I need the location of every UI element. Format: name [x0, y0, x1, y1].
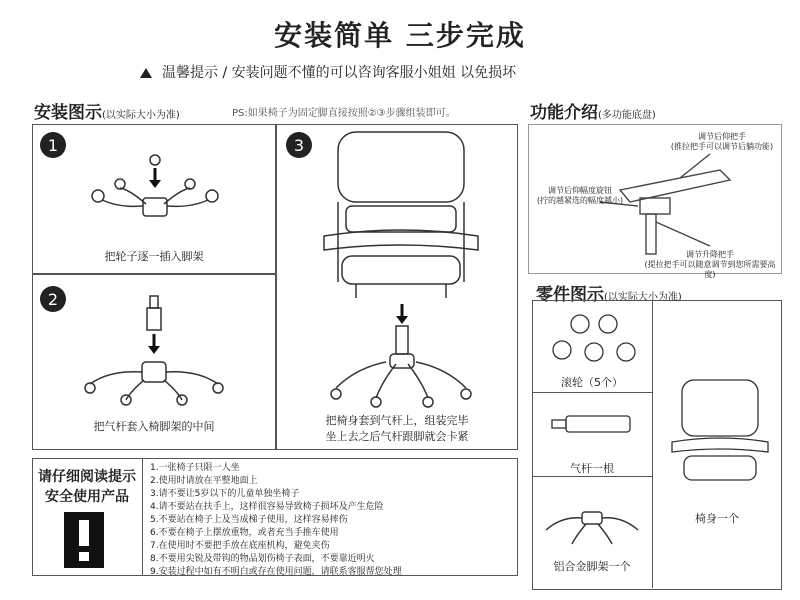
- function-label-recline-handle: [664, 132, 780, 152]
- notice-item: 6.不要在椅子上摆放重物，或者充当手推车使用: [150, 528, 339, 538]
- step-3-chair-drawing: [316, 132, 486, 412]
- step-2-gas-lift-drawing: [80, 296, 230, 406]
- function-heading-text: 功能介绍: [530, 103, 598, 123]
- parts-divider: [532, 476, 652, 477]
- tip-line: [140, 62, 516, 82]
- base-drawing: [540, 500, 644, 550]
- step-2-number: 2: [40, 286, 66, 312]
- function-label-line: (拧的越紧选的幅度越小): [536, 196, 624, 205]
- notice-item: 9.安装过程中如有不明白或存在使用问题，请联系客服帮您处理: [150, 567, 402, 577]
- wheels-label: 滚轮（5个）: [561, 376, 623, 389]
- install-ps-note: PS:如果椅子为固定脚直接按照②③步骤组装即可。: [232, 108, 456, 119]
- function-heading-note: (多功能底盘): [598, 110, 656, 121]
- install-heading-text: 安装图示: [34, 103, 102, 123]
- step-1-number: 1: [40, 132, 66, 158]
- step-1-wheel-base-drawing: [80, 150, 230, 230]
- gas-lift-label: 气杆一根: [570, 462, 614, 475]
- notice-item: 2.使用时请放在平整地面上: [150, 476, 258, 486]
- function-label-tension-knob: [530, 186, 630, 206]
- function-label-line: 调节后仰把手: [698, 132, 746, 141]
- notice-item: 3.请不要让5岁以下的儿童单独坐椅子: [150, 489, 300, 499]
- notice-item: 5.不要站在椅子上及当成梯子使用，这样容易摔伤: [150, 515, 348, 525]
- step-3-caption-line-2: 坐上去之后气杆跟脚就会卡紧: [325, 430, 469, 443]
- gas-lift-drawing: [550, 410, 640, 440]
- tip-text: 温馨提示 / 安装问题不懂的可以咨询客服小姐姐 以免损坏: [162, 65, 517, 81]
- function-heading: [530, 98, 656, 123]
- function-label-line: (提拉把手可以随意调节到您所需要高度): [644, 260, 776, 279]
- parts-heading-text: 零件图示: [536, 285, 604, 305]
- function-label-line: 调节后仰幅度旋钮: [548, 186, 612, 195]
- seat-label: 椅身一个: [695, 512, 739, 525]
- install-heading-note: (以实际大小为准): [102, 110, 180, 121]
- notice-heading-2: 安全使用产品: [45, 489, 129, 505]
- notice-item: 1.一张椅子只限一人坐: [150, 463, 240, 473]
- function-label-line: 调节升降把手: [686, 250, 734, 259]
- step-2-caption: 把气杆套入椅脚架的中间: [93, 420, 215, 433]
- parts-heading-note: (以实际大小为准): [604, 292, 682, 303]
- notice-list: [150, 462, 514, 579]
- exclamation-icon: [64, 512, 104, 568]
- function-label-height-handle: [640, 250, 780, 280]
- parts-divider: [532, 392, 652, 393]
- step-3-caption-line-1: 把椅身套到气杆上，组装完毕: [325, 414, 469, 427]
- install-heading: [34, 98, 180, 123]
- notice-divider: [142, 458, 143, 576]
- notice-heading-1: 请仔细阅读提示: [38, 469, 136, 485]
- seat-drawing: [670, 380, 770, 500]
- step-3-number: 3: [286, 132, 312, 158]
- step-1-caption: 把轮子逐一插入脚架: [104, 250, 204, 263]
- notice-item: 4.请不要站在扶手上，这样很容易导致椅子损坏及产生危险: [150, 502, 384, 512]
- notice-item: 8.不要用尖锐及带钩的物品划伤椅子表面，不要靠近明火: [150, 554, 375, 564]
- function-label-line: (推拉把手可以调节后躺功能): [670, 142, 774, 151]
- base-label: 铝合金脚架一个: [553, 560, 631, 573]
- wheels-drawing: [542, 304, 642, 368]
- page-title: 安装简单 三步完成: [274, 19, 526, 52]
- notice-item: 7.在使用时不要把手放在底座机构，避免夹伤: [150, 541, 330, 551]
- warning-triangle-icon: [140, 68, 152, 78]
